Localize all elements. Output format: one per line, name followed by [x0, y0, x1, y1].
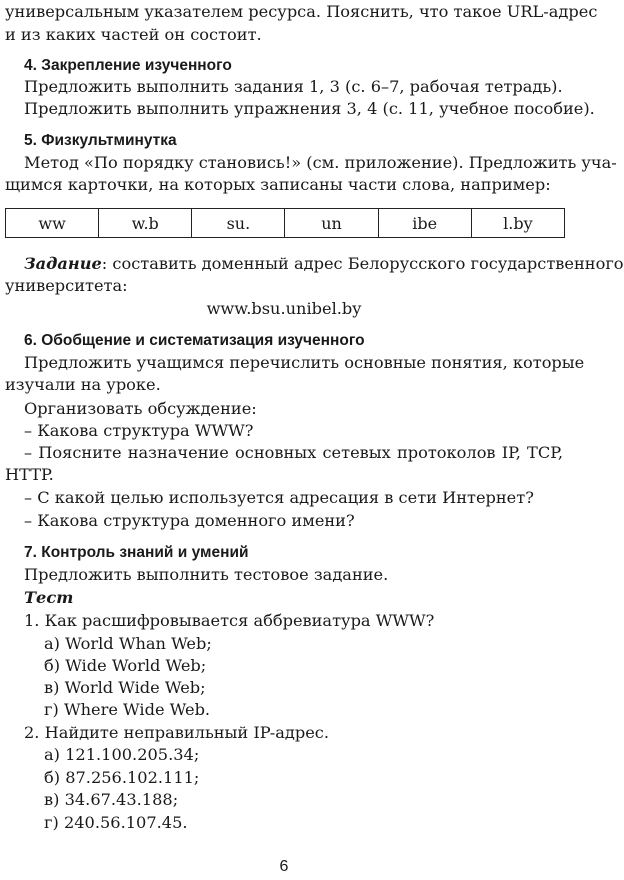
test-option: в) World Wide Web; [44, 678, 206, 697]
section-5-line-1: Метод «По порядку становись!» (см. приложение). Предложить уча- [24, 153, 617, 172]
task-label: Задание [24, 254, 102, 273]
test-label: Тест [24, 588, 74, 607]
discussion-question-1: – Какова структура WWW? [24, 421, 254, 440]
section-4-line-2: Предложить выполнить упражнения 3, 4 (с. 11, учебное пособие). [24, 99, 595, 118]
word-part-cell: su. [192, 209, 285, 238]
domain-answer: www.bsu.unibel.by [206, 299, 362, 318]
test-option: б) 87.256.102.111; [44, 768, 200, 787]
word-parts-row [6, 209, 565, 238]
section-5-heading: 5. Физкультминутка [24, 132, 177, 149]
discussion-question-2-cont: HTTP. [5, 465, 54, 484]
word-parts-table [5, 208, 565, 238]
section-7-line-1: Предложить выполнить тестовое задание. [24, 565, 389, 584]
intro-line-1: универсальным указателем ресурса. Пояснить, что такое URL-адрес [5, 2, 598, 21]
task-line-2: университета: [5, 276, 128, 295]
word-part-cell: l.by [471, 209, 564, 238]
test-option: г) 240.56.107.45. [44, 813, 188, 832]
page-number: 6 [279, 858, 289, 875]
word-part-cell: ww [6, 209, 99, 238]
task-line-1 [24, 253, 624, 275]
task-text: : составить доменный адрес Белорусского государственного [101, 254, 624, 273]
section-6-line-1: Предложить учащимся перечислить основные понятия, которые [24, 353, 585, 372]
section-7-heading: 7. Контроль знаний и умений [24, 544, 249, 561]
discussion-question-4: – Какова структура доменного имени? [24, 511, 355, 530]
test-option: а) 121.100.205.34; [44, 745, 200, 764]
section-6-line-3: Организовать обсуждение: [24, 399, 257, 418]
word-part-cell: un [285, 209, 378, 238]
discussion-question-3: – С какой целью используется адресация в сети Интернет? [24, 488, 534, 507]
section-4-heading: 4. Закрепление изученного [24, 57, 232, 74]
word-part-cell: ibe [378, 209, 471, 238]
test-option: а) World Whan Web; [44, 634, 212, 653]
section-6-heading: 6. Обобщение и систематизация изученного [24, 332, 365, 349]
word-part-cell: w.b [99, 209, 192, 238]
discussion-question-2: – Поясните назначение основных сетевых протоколов IP, TCP, [24, 443, 563, 462]
test-question-1: 1. Как расшифровывается аббревиатура WWW? [24, 611, 435, 630]
test-question-2: 2. Найдите неправильный IP-адрес. [24, 723, 330, 742]
intro-line-2: и из каких частей он состоит. [5, 25, 262, 44]
test-option: г) Where Wide Web. [44, 700, 211, 719]
section-4-line-1: Предложить выполнить задания 1, 3 (с. 6–7, рабочая тетрадь). [24, 77, 563, 96]
test-option: б) Wide World Web; [44, 656, 207, 675]
test-option: в) 34.67.43.188; [44, 790, 179, 809]
section-5-line-2: щимся карточки, на которых записаны части слова, например: [5, 175, 551, 194]
section-6-line-2: изучали на уроке. [5, 375, 161, 394]
